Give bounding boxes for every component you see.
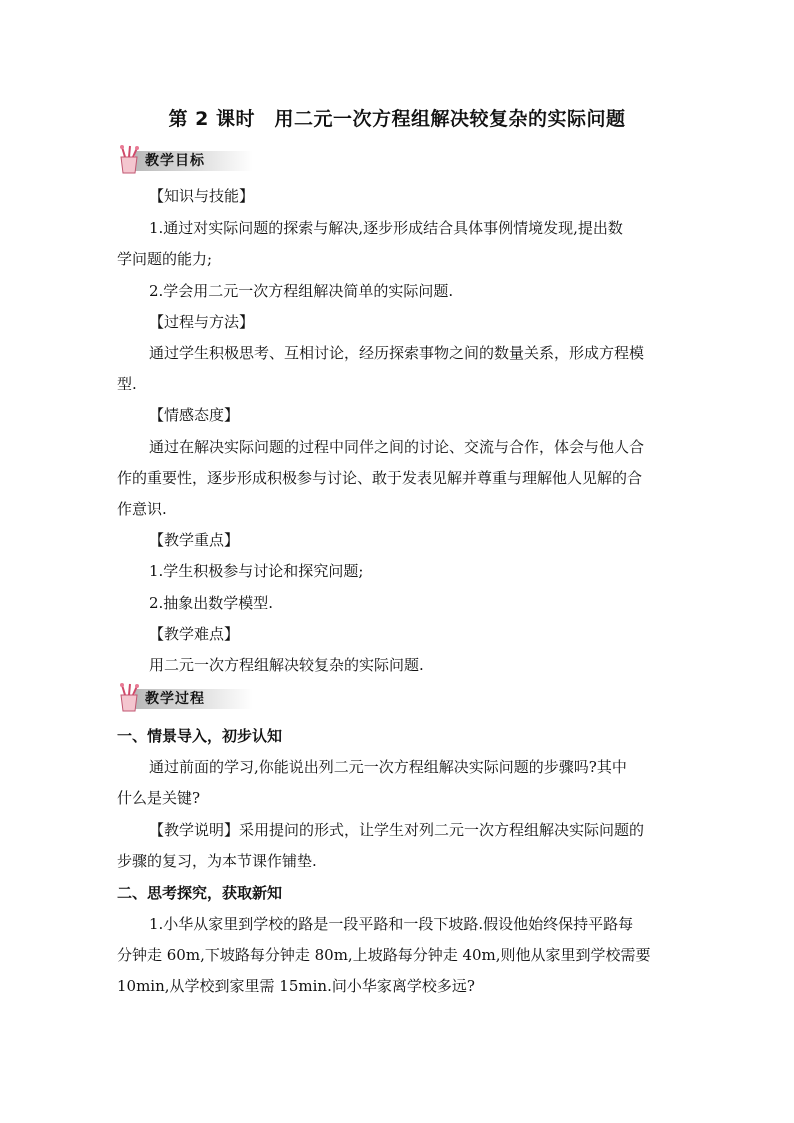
section-header-objectives: [117, 145, 257, 175]
emotion-line2: 作的重要性，逐步形成积极参与讨论、敢于发表见解并尊重与理解他人见解的合: [117, 469, 643, 487]
knowledge-item-1-line1: 1.通过对实际问题的探索与解决,逐步形成结合具体事例情境发现,提出数: [149, 219, 623, 237]
process-method-line2: 型.: [117, 375, 137, 393]
part1-heading: 一、情景导入，初步认知: [117, 727, 283, 745]
emotion-line1: 通过在解决实际问题的过程中同伴之间的讨论、交流与合作，体会与他人合: [149, 438, 645, 456]
key-point-1: 1.学生积极参与讨论和探究问题;: [149, 562, 364, 580]
key-point-2: 2.抽象出数学模型.: [149, 594, 274, 612]
teaching-note-line2: 步骤的复习，为本节课作铺垫.: [117, 852, 317, 870]
part2-line1: 1.小华从家里到学校的路是一段平路和一段下坡路.假设他始终保持平路每: [149, 915, 634, 933]
knowledge-item-2: 2.学会用二元一次方程组解决简单的实际问题.: [149, 282, 454, 300]
part2-heading: 二、思考探究，获取新知: [117, 884, 283, 902]
page-title: 第 2 课时 用二元一次方程组解决较复杂的实际问题: [168, 108, 626, 130]
key-points-heading: 【教学重点】: [149, 531, 240, 549]
section-header-label: 教学目标: [145, 153, 205, 169]
difficulty-1: 用二元一次方程组解决较复杂的实际问题.: [149, 656, 424, 674]
part1-line2: 什么是关键?: [117, 789, 201, 807]
part1-line1: 通过前面的学习,你能说出列二元一次方程组解决实际问题的步骤吗?其中: [149, 758, 627, 776]
section-header-process: [117, 683, 257, 713]
process-method-line1: 通过学生积极思考、互相讨论，经历探索事物之间的数量关系，形成方程模: [149, 344, 645, 362]
part2-line3: 10min,从学校到家里需 15min.问小华家离学校多远?: [117, 977, 475, 995]
section-header-label: 教学过程: [145, 691, 205, 707]
part2-line2: 分钟走 60m,下坡路每分钟走 80m,上坡路每分钟走 40m,则他从家里到学校需要: [117, 946, 651, 964]
difficulty-heading: 【教学难点】: [149, 625, 240, 643]
emotion-heading: 【情感态度】: [149, 406, 240, 424]
process-method-heading: 【过程与方法】: [149, 313, 255, 331]
emotion-line3: 作意识.: [117, 500, 167, 518]
teaching-note-line1: 【教学说明】采用提问的形式，让学生对列二元一次方程组解决实际问题的: [149, 821, 645, 839]
knowledge-heading: 【知识与技能】: [149, 187, 255, 205]
knowledge-item-1-line2: 学问题的能力;: [117, 250, 213, 268]
